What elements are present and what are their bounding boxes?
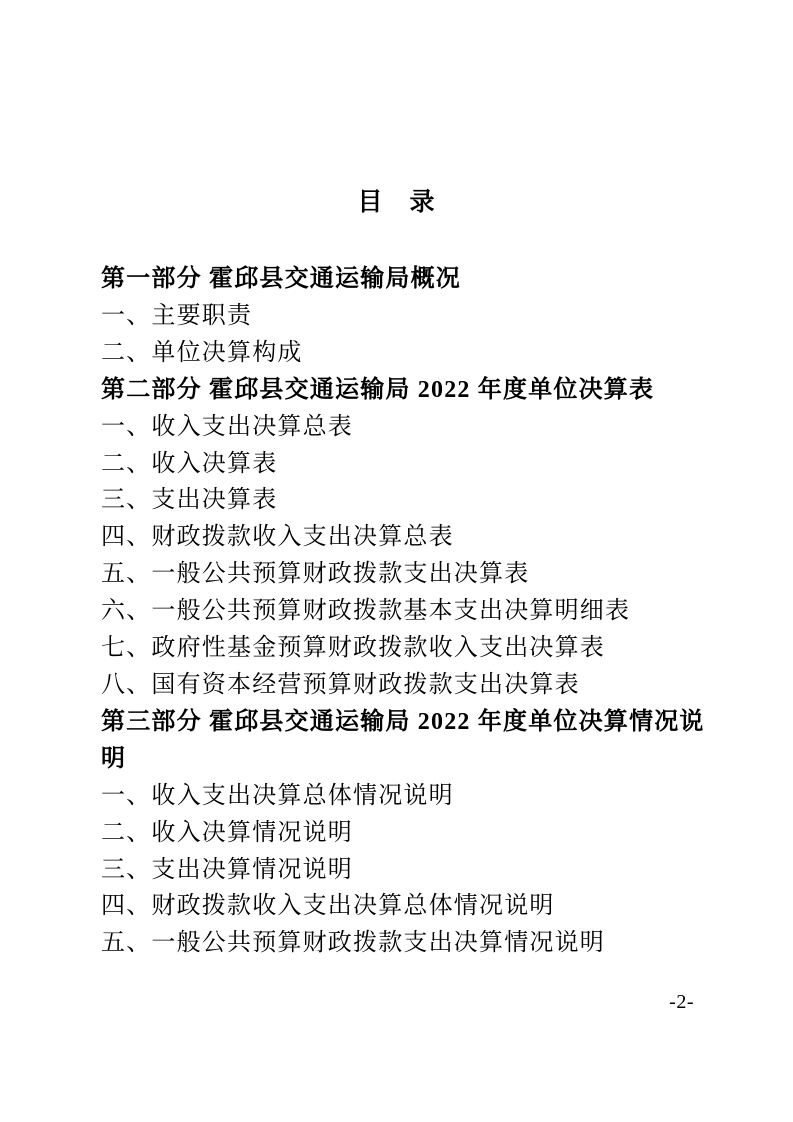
toc-section-1 <box>101 261 697 372</box>
toc-item: 一、收入支出决算总表 <box>101 413 353 440</box>
toc-item: 六、一般公共预算财政拨款基本支出决算明细表 <box>101 598 631 625</box>
toc-item: 一、收入支出决算总体情况说明 <box>101 782 454 809</box>
toc-item: 三、支出决算情况说明 <box>101 856 353 883</box>
toc-section-2 <box>101 372 697 704</box>
toc-item: 二、单位决算构成 <box>101 339 303 366</box>
toc-section-2-heading: 第二部分 霍邱县交通运输局 2022 年度单位决算表 <box>101 376 655 403</box>
toc-item: 五、一般公共预算财政拨款支出决算情况说明 <box>101 930 605 957</box>
toc-section-1-heading: 第一部分 霍邱县交通运输局概况 <box>101 266 461 292</box>
toc-item: 四、财政拨款收入支出决算总表 <box>101 524 454 551</box>
toc-item: 八、国有资本经营预算财政拨款支出决算表 <box>101 671 580 698</box>
toc-item: 三、支出决算表 <box>101 487 278 514</box>
toc-item: 七、政府性基金预算财政拨款收入支出决算表 <box>101 635 605 662</box>
toc-section-3 <box>101 704 705 962</box>
toc-item: 四、财政拨款收入支出决算总体情况说明 <box>101 893 555 920</box>
toc-title: 目 录 <box>357 189 436 216</box>
toc-item: 五、一般公共预算财政拨款支出决算表 <box>101 561 530 588</box>
toc-item: 二、收入决算表 <box>101 450 278 477</box>
toc-item: 二、收入决算情况说明 <box>101 819 353 846</box>
toc-item: 一、主要职责 <box>101 302 253 329</box>
page-number: -2- <box>669 991 694 1013</box>
toc-section-3-heading-line-2: 明 <box>101 745 127 772</box>
toc-section-3-heading-line-1: 第三部分 霍邱县交通运输局 2022 年度单位决算情况说 <box>101 708 705 735</box>
table-of-contents <box>101 261 705 962</box>
